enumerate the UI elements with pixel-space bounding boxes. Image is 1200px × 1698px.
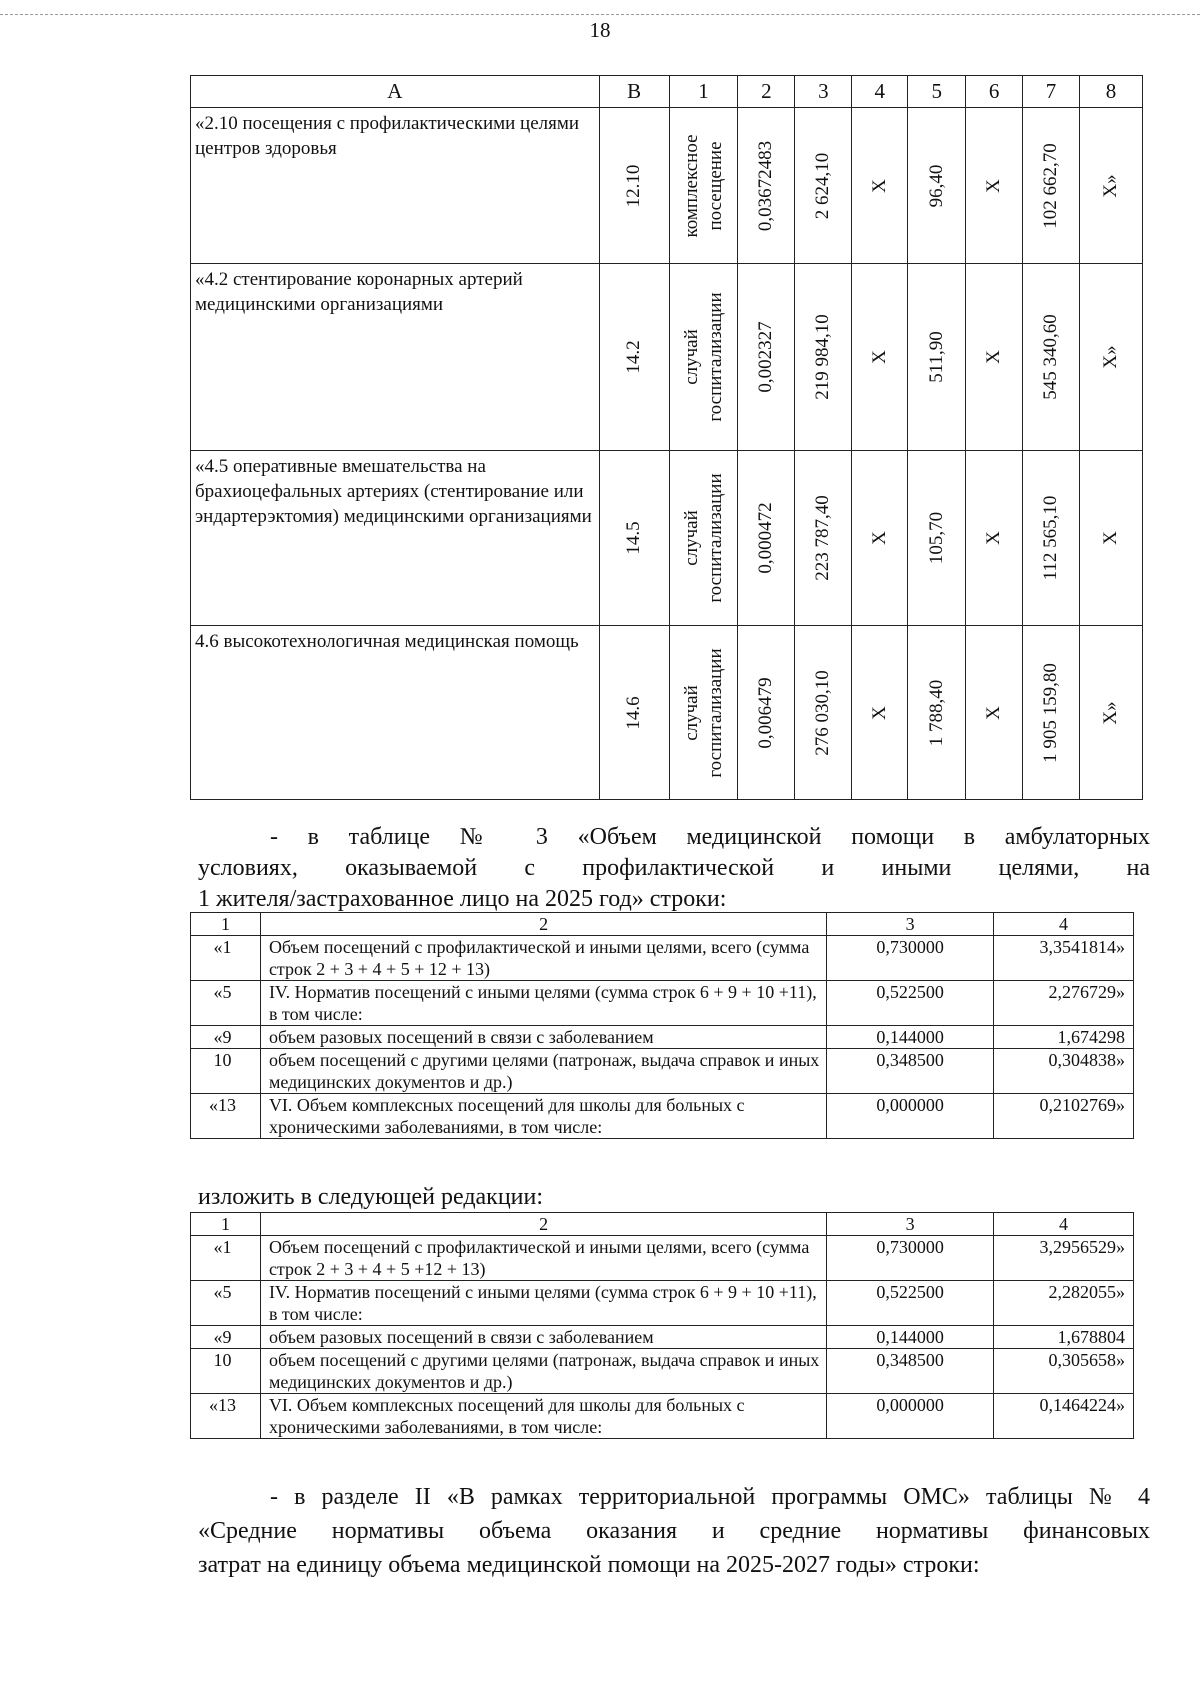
value: 105,70 xyxy=(925,511,947,565)
header-cell: 2 xyxy=(260,913,826,936)
row-unit xyxy=(680,134,728,237)
page-number: 18 xyxy=(589,18,611,42)
header-cell: 2 xyxy=(738,76,795,108)
value: 1 905 159,80 xyxy=(1040,662,1062,763)
value: Х xyxy=(983,531,1005,545)
value-cell xyxy=(966,626,1023,800)
unit-line: случай xyxy=(680,510,702,566)
header-cell: 3 xyxy=(827,913,994,936)
table-row xyxy=(191,1094,1134,1139)
row-value-4: 2,282055» xyxy=(994,1281,1134,1326)
row-name: «4.2 стентирование коронарных артерий медицинскими организациями xyxy=(191,264,600,451)
value-cell xyxy=(1023,451,1080,626)
value: 545 340,60 xyxy=(1040,314,1062,400)
table-current-rows xyxy=(190,912,1134,1139)
value: 0,000472 xyxy=(755,502,777,574)
table-row xyxy=(191,1394,1134,1439)
row-number: «13 xyxy=(191,1094,261,1139)
paragraph-3-line-3: затрат на единицу объема медицинской помощи на 2025-2027 годы» строки: xyxy=(198,1552,980,1578)
value-cell xyxy=(852,264,908,451)
unit-line: госпитализации xyxy=(704,292,726,422)
table-row xyxy=(191,1236,1134,1281)
row-value-4: 3,2956529» xyxy=(994,1236,1134,1281)
header-cell: 3 xyxy=(795,76,852,108)
value: 2 624,10 xyxy=(812,152,834,219)
row-code-cell xyxy=(599,451,669,626)
table-row xyxy=(191,1049,1134,1094)
row-value-3: 0,144000 xyxy=(827,1026,994,1049)
table-header xyxy=(191,1213,1134,1236)
value-cell xyxy=(852,626,908,800)
row-number: «13 xyxy=(191,1394,261,1439)
value: Х xyxy=(868,705,890,720)
row-text: IV. Норматив посещений с иными целями (сумма строк 6 + 9 + 10 +11), в том числе: xyxy=(260,981,826,1026)
row-number: «1 xyxy=(191,936,261,981)
unit-line: комплексное xyxy=(680,133,702,238)
value: Х» xyxy=(1100,173,1121,198)
row-number: 10 xyxy=(191,1049,261,1094)
value-cell xyxy=(1080,451,1143,626)
unit-line: случай xyxy=(680,684,702,741)
header-cell: 4 xyxy=(994,913,1134,936)
row-number: «5 xyxy=(191,1281,261,1326)
row-value-3: 0,730000 xyxy=(827,936,994,981)
row-text: объем разовых посещений в связи с заболеванием xyxy=(260,1026,826,1049)
value: Х xyxy=(1100,531,1121,545)
value: 219 984,10 xyxy=(812,314,834,400)
header-cell: 7 xyxy=(1023,76,1080,108)
table-row xyxy=(191,108,1143,264)
row-name: «4.5 оперативные вмешательства на брахиоцефальных артериях (стентирование или эндартерэктомия) медицинскими организациями xyxy=(191,451,600,626)
value-cell xyxy=(852,451,908,626)
value: 0,006479 xyxy=(755,676,777,749)
row-value-4: 0,1464224» xyxy=(994,1394,1134,1439)
row-text: Объем посещений с профилактической и иными целями, всего (сумма строк 2 + 3 + 4 + 5 +12 + 13) xyxy=(260,1236,826,1281)
table-row xyxy=(191,1281,1134,1326)
row-unit-cell xyxy=(669,451,738,626)
row-text: объем посещений с другими целями (патронаж, выдача справок и иных медицинских документов и др.) xyxy=(260,1349,826,1394)
header-cell: 4 xyxy=(994,1213,1134,1236)
row-value-4: 0,2102769» xyxy=(994,1094,1134,1139)
row-value-3: 0,522500 xyxy=(827,1281,994,1326)
value: Х xyxy=(983,705,1005,720)
value-cell xyxy=(1080,108,1143,264)
value: Х xyxy=(868,178,890,193)
value-cell xyxy=(966,264,1023,451)
table-row xyxy=(191,1326,1134,1349)
row-code-cell xyxy=(599,626,669,800)
value-cell xyxy=(908,264,966,451)
header-cell: 5 xyxy=(908,76,966,108)
table-header xyxy=(191,913,1134,936)
row-unit xyxy=(680,292,728,421)
row-code: 14.5 xyxy=(623,521,645,555)
row-value-3: 0,000000 xyxy=(827,1394,994,1439)
main-table-header xyxy=(191,76,1143,108)
table-row xyxy=(191,1349,1134,1394)
row-text: объем разовых посещений в связи с заболеванием xyxy=(260,1326,826,1349)
header-cell: 1 xyxy=(191,913,261,936)
value: 96,40 xyxy=(925,164,947,207)
table-row xyxy=(191,1026,1134,1049)
row-value-4: 0,305658» xyxy=(994,1349,1134,1394)
row-value-4: 1,674298 xyxy=(994,1026,1134,1049)
row-value-3: 0,522500 xyxy=(827,981,994,1026)
value-cell xyxy=(1023,626,1080,800)
paragraph-1-line-1: - в таблице № 3 «Объем медицинской помощи в амбулаторных xyxy=(270,824,1150,850)
row-number: «1 xyxy=(191,1236,261,1281)
row-name: 4.6 высокотехнологичная медицинская помощь xyxy=(191,626,600,800)
row-number: 10 xyxy=(191,1349,261,1394)
row-value-3: 0,144000 xyxy=(827,1326,994,1349)
row-value-3: 0,000000 xyxy=(827,1094,994,1139)
value: 511,90 xyxy=(925,331,947,383)
paragraph-3-line-1: - в разделе II «В рамках территориальной программы ОМС» таблицы № 4 xyxy=(270,1484,1150,1510)
table-row xyxy=(191,264,1143,451)
row-number: «9 xyxy=(191,1026,261,1049)
value-cell xyxy=(966,451,1023,626)
header-cell: 6 xyxy=(966,76,1023,108)
paragraph-3-line-2: «Средние нормативы объема оказания и средние нормативы финансовых xyxy=(198,1518,1150,1544)
paragraph-1-line-2: условиях, оказываемой с профилактической и иными целями, на xyxy=(198,855,1150,881)
table-row xyxy=(191,626,1143,800)
value: Х» xyxy=(1100,700,1121,725)
value-cell xyxy=(1080,264,1143,451)
value: 276 030,10 xyxy=(812,669,834,756)
row-unit-cell xyxy=(669,264,738,451)
value-cell xyxy=(738,108,795,264)
value-cell xyxy=(966,108,1023,264)
row-value-4: 2,276729» xyxy=(994,981,1134,1026)
row-code: 14.2 xyxy=(623,340,645,374)
unit-line: госпитализации xyxy=(704,647,726,778)
row-value-3: 0,730000 xyxy=(827,1236,994,1281)
value-cell xyxy=(795,626,852,800)
paragraph-1-line-3: 1 жителя/застрахованное лицо на 2025 год» строки: xyxy=(198,886,727,912)
value: 112 565,10 xyxy=(1040,495,1062,581)
row-number: «9 xyxy=(191,1326,261,1349)
unit-line: посещение xyxy=(704,140,726,231)
row-unit-cell xyxy=(669,626,738,800)
value: Х xyxy=(868,350,890,364)
table-new-rows xyxy=(190,1212,1134,1439)
row-number: «5 xyxy=(191,981,261,1026)
row-code: 14.6 xyxy=(623,695,645,730)
table-row xyxy=(191,451,1143,626)
header-cell: 4 xyxy=(852,76,908,108)
value: 0,03672483 xyxy=(755,140,777,231)
row-code: 12.10 xyxy=(623,164,645,207)
value-cell xyxy=(1023,264,1080,451)
value-cell xyxy=(795,264,852,451)
header-cell: A xyxy=(191,76,600,108)
row-text: объем посещений с другими целями (патронаж, выдача справок и иных медицинских документов и др.) xyxy=(260,1049,826,1094)
header-cell: 8 xyxy=(1080,76,1143,108)
value-cell xyxy=(795,108,852,264)
value: Х xyxy=(983,178,1005,193)
unit-line: случай xyxy=(680,329,702,385)
value: Х xyxy=(868,531,890,545)
header-cell: B xyxy=(599,76,669,108)
value-cell xyxy=(738,451,795,626)
table-row xyxy=(191,981,1134,1026)
value-cell xyxy=(908,626,966,800)
row-code-cell xyxy=(599,264,669,451)
row-text: IV. Норматив посещений с иными целями (сумма строк 6 + 9 + 10 +11), в том числе: xyxy=(260,1281,826,1326)
value: Х xyxy=(983,350,1005,364)
row-value-3: 0,348500 xyxy=(827,1049,994,1094)
row-unit xyxy=(680,473,728,602)
value: 1 788,40 xyxy=(925,679,947,746)
main-table xyxy=(190,75,1143,800)
value-cell xyxy=(908,451,966,626)
row-text: VI. Объем комплексных посещений для школы для больных с хроническими заболеваниями, в том числе: xyxy=(260,1394,826,1439)
value-cell xyxy=(738,264,795,451)
row-value-3: 0,348500 xyxy=(827,1349,994,1394)
header-cell: 2 xyxy=(260,1213,826,1236)
value-cell xyxy=(852,108,908,264)
header-cell: 3 xyxy=(827,1213,994,1236)
row-text: VI. Объем комплексных посещений для школы для больных с хроническими заболеваниями, в том числе: xyxy=(260,1094,826,1139)
value: Х» xyxy=(1100,345,1121,369)
value: 223 787,40 xyxy=(812,495,834,581)
scan-edge-line xyxy=(0,14,1200,15)
paragraph-2: изложить в следующей редакции: xyxy=(198,1184,544,1210)
value-cell xyxy=(738,626,795,800)
row-text: Объем посещений с профилактической и иными целями, всего (сумма строк 2 + 3 + 4 + 5 + 12 + 13) xyxy=(260,936,826,981)
header-cell: 1 xyxy=(191,1213,261,1236)
row-unit xyxy=(680,648,728,777)
row-value-4: 0,304838» xyxy=(994,1049,1134,1094)
value-cell xyxy=(908,108,966,264)
value-cell xyxy=(1023,108,1080,264)
header-cell: 1 xyxy=(669,76,738,108)
value-cell xyxy=(795,451,852,626)
row-value-4: 1,678804 xyxy=(994,1326,1134,1349)
value: 102 662,70 xyxy=(1040,142,1062,229)
table-row xyxy=(191,936,1134,981)
unit-line: госпитализации xyxy=(704,473,726,603)
value-cell xyxy=(1080,626,1143,800)
row-name: «2.10 посещения с профилактическими целями центров здоровья xyxy=(191,108,600,264)
row-code-cell xyxy=(599,108,669,264)
value: 0,002327 xyxy=(755,321,777,393)
row-value-4: 3,3541814» xyxy=(994,936,1134,981)
row-unit-cell xyxy=(669,108,738,264)
